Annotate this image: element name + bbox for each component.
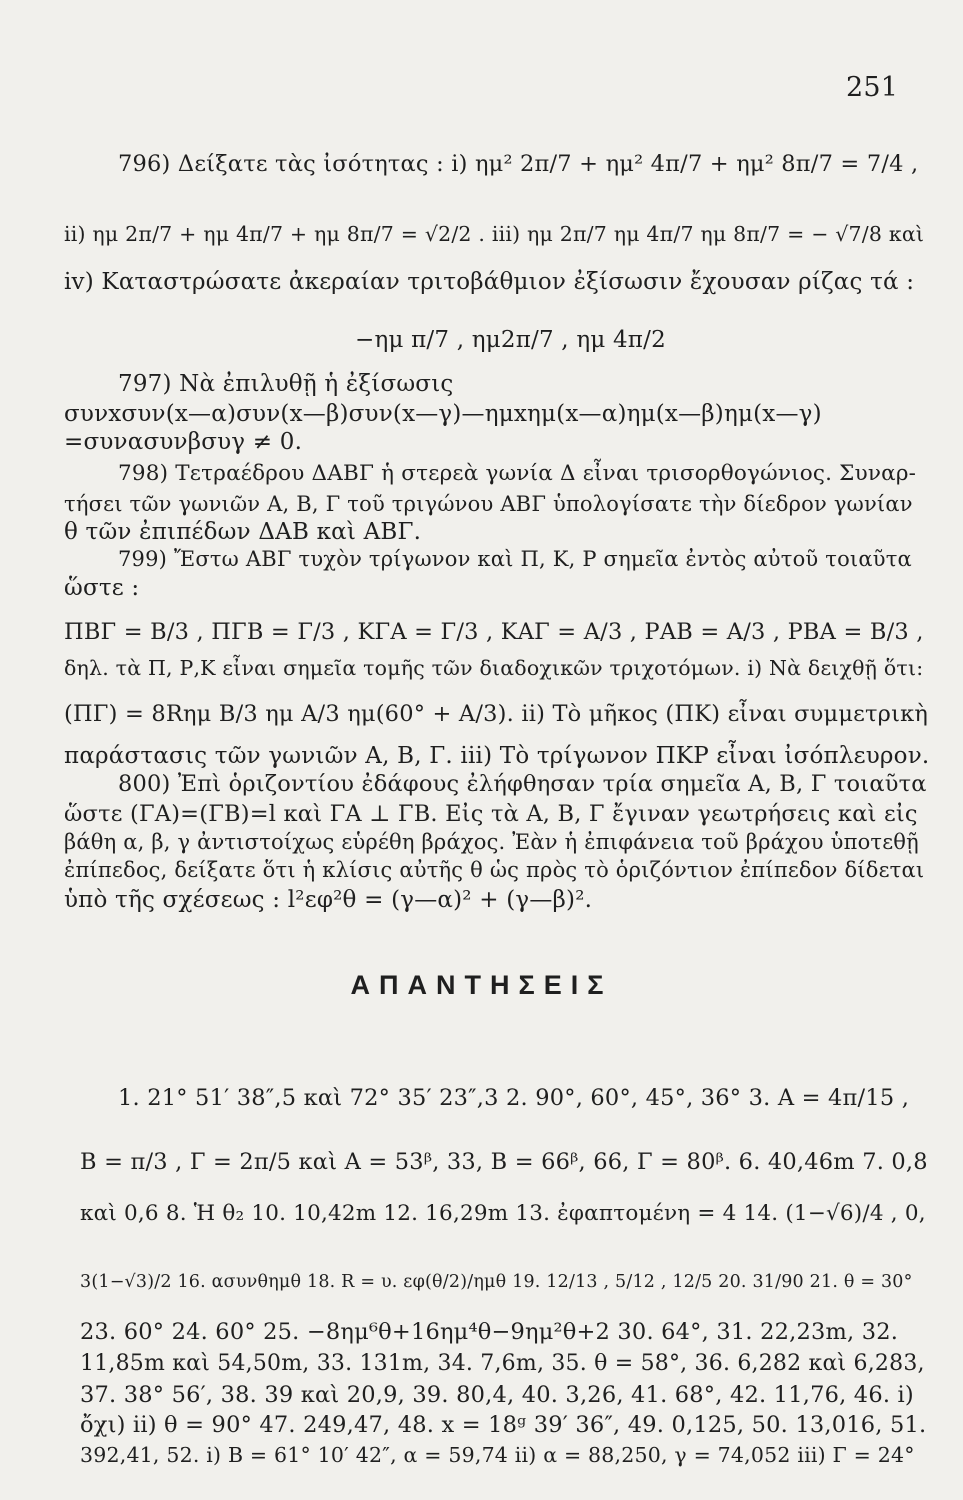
exercise-line: iv) Καταστρώσατε ἀκεραίαν τριτοβάθμιον ἐξίσωσιν ἔχουσαν ρίζας τά :: [64, 269, 915, 295]
exercise-line: τήσει τῶν γωνιῶν Α, Β, Γ τοῦ τριγώνου ΑΒΓ ὑπολογίσατε τὴν δίεδρον γωνίαν: [64, 492, 913, 516]
answer-line: 392,41, 52. i) B = 61° 10′ 42″, α = 59,74 ii) α = 88,250, γ = 74,052 iii) Γ = 24°: [80, 1443, 915, 1467]
answer-line: 11,85m καὶ 54,50m, 33. 131m, 34. 7,6m, 35. θ = 58°, 36. 6,282 καὶ 6,283,: [80, 1351, 925, 1376]
answer-line: ὄχι) ii) θ = 90° 47. 249,47, 48. x = 18ᵍ 39′ 36″, 49. 0,125, 50. 13,016, 51.: [80, 1412, 927, 1438]
exercise-line: συνxσυν(x—α)συν(x—β)συν(x—γ)—ημxημ(x—α)ημ(x—β)ημ(x—γ): [64, 401, 822, 427]
exercise-line: 797) Νὰ ἐπιλυθῇ ἡ ἐξίσωσις: [118, 371, 454, 397]
answer-line: 1. 21° 51′ 38″,5 καὶ 72° 35′ 23″,3 2. 90°, 60°, 45°, 36° 3. A = 4π/15 ,: [118, 1085, 910, 1111]
exercise-line: ὥστε :: [64, 575, 140, 601]
answer-line: 23. 60° 24. 60° 25. −8ημ⁶θ+16ημ⁴θ−9ημ²θ+2 30. 64°, 31. 22,23m, 32.: [80, 1319, 899, 1345]
exercise-line: ὑπὸ τῆς σχέσεως : l²εφ²θ = (γ—α)² + (γ—β)².: [64, 887, 593, 913]
exercise-line: =συνασυνβσυγ ≠ 0.: [64, 429, 303, 455]
answer-line: καὶ 0,6 8. Ἡ θ₂ 10. 10,42m 12. 16,29m 13. ἐφαπτομένη = 4 14. (1−√6)/4 , 0,: [80, 1201, 926, 1226]
exercise-line: δηλ. τὰ Π, Ρ,Κ εἶναι σημεῖα τομῆς τῶν διαδοχικῶν τριχοτόμων. i) Νὰ δειχθῇ ὅτι:: [64, 656, 924, 680]
exercise-line: −ημ π/7 , ημ2π/7 , ημ 4π/2: [355, 327, 666, 353]
answer-line: 37. 38° 56′, 38. 39 καὶ 20,9, 39. 80,4, 40. 3,26, 41. 68°, 42. 11,76, 46. i): [80, 1382, 914, 1408]
exercise-line: 799) Ἔστω ΑΒΓ τυχὸν τρίγωνον καὶ Π, Κ, Ρ σημεῖα ἐντὸς αὐτοῦ τοιαῦτα: [118, 547, 912, 571]
exercise-line: 796) Δείξατε τὰς ἰσότητας : i) ημ² 2π/7 + ημ² 4π/7 + ημ² 8π/7 = 7/4 ,: [118, 151, 919, 177]
answer-line: B = π/3 , Γ = 2π/5 καὶ A = 53ᵝ, 33, B = 66ᵝ, 66, Γ = 80ᵝ. 6. 40,46m 7. 0,8: [80, 1149, 928, 1175]
exercise-line: ὥστε (ΓΑ)=(ΓΒ)=l καὶ ΓΑ ⊥ ΓΒ. Εἰς τὰ Α, Β, Γ ἔγιναν γεωτρήσεις καὶ εἰς: [64, 801, 918, 827]
exercise-line: 798) Τετραέδρου ΔΑΒΓ ἡ στερεὰ γωνία Δ εἶναι τρισορθογώνιος. Συναρ-: [118, 461, 917, 486]
exercise-line: ii) ημ 2π/7 + ημ 4π/7 + ημ 8π/7 = √2/2 . iii) ημ 2π/7 ημ 4π/7 ημ 8π/7 = − √7/8 καὶ: [64, 222, 925, 246]
exercise-line: θ τῶν ἐπιπέδων ΔΑΒ καὶ ΑΒΓ.: [64, 519, 422, 545]
exercise-line: παράστασις τῶν γωνιῶν Α, Β, Γ. iii) Τὸ τρίγωνον ΠΚΡ εἶναι ἰσόπλευρον.: [64, 743, 930, 769]
exercise-line: ἐπίπεδος, δείξατε ὅτι ἡ κλίσις αὐτῆς θ ὡς πρὸς τὸ ὁριζόντιον ἐπίπεδον δίδεται: [64, 858, 925, 882]
answer-line: 3(1−√3)/2 16. ασυνθημθ 18. R = υ. εφ(θ/2)/ημθ 19. 12/13 , 5/12 , 12/5 20. 31/90 21. θ = 30°: [80, 1272, 913, 1292]
exercise-line: βάθη α, β, γ ἀντιστοίχως εὑρέθη βράχος. Ἐὰν ἡ ἐπιφάνεια τοῦ βράχου ὑποτεθῇ: [64, 830, 919, 854]
exercise-line: 800) Ἐπὶ ὁριζοντίου ἐδάφους ἐλήφθησαν τρία σημεῖα Α, Β, Γ τοιαῦτα: [118, 771, 927, 797]
page-number: 251: [846, 72, 899, 103]
answers-heading: ΑΠΑΝΤΗΣΕΙΣ: [350, 970, 613, 1000]
exercise-line: (ΠΓ) = 8Rημ B/3 ημ A/3 ημ(60° + A/3). ii) Τὸ μῆκος (ΠΚ) εἶναι συμμετρικὴ: [64, 701, 929, 727]
exercise-line: ΠΒΓ = B/3 , ΠΓΒ = Γ/3 , ΚΓΑ = Γ/3 , ΚΑΓ = A/3 , ΡΑΒ = A/3 , ΡΒΑ = B/3 ,: [64, 619, 924, 645]
